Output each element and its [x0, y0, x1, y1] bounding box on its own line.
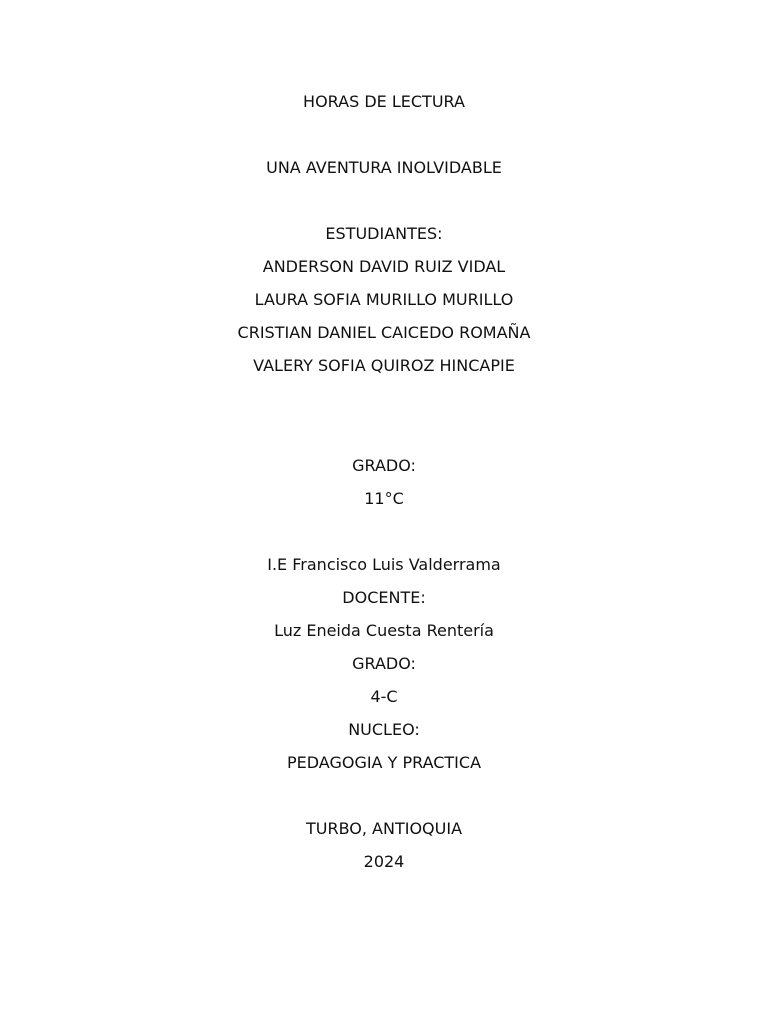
student-name: CRISTIAN DANIEL CAICEDO ROMAÑA: [237, 323, 531, 342]
student-name: LAURA SOFIA MURILLO MURILLO: [254, 290, 514, 309]
students-label: ESTUDIANTES:: [325, 224, 443, 243]
nucleus-value: PEDAGOGIA Y PRACTICA: [286, 753, 482, 772]
student-name: VALERY SOFIA QUIROZ HINCAPIE: [253, 356, 515, 375]
grade2-label: GRADO:: [352, 654, 416, 673]
document-subtitle: UNA AVENTURA INOLVIDABLE: [266, 158, 502, 177]
grade-value: 11°C: [364, 489, 404, 508]
student-name: ANDERSON DAVID RUIZ VIDAL: [262, 257, 506, 276]
document-title: HORAS DE LECTURA: [303, 92, 465, 111]
location: TURBO, ANTIOQUIA: [305, 819, 463, 838]
school-name: I.E Francisco Luis Valderrama: [267, 555, 501, 574]
year: 2024: [363, 852, 405, 871]
teacher-label: DOCENTE:: [342, 588, 426, 607]
teacher-name: Luz Eneida Cuesta Rentería: [274, 621, 494, 640]
nucleus-label: NUCLEO:: [348, 720, 420, 739]
grade2-value: 4-C: [370, 687, 398, 706]
grade-label: GRADO:: [352, 456, 416, 475]
